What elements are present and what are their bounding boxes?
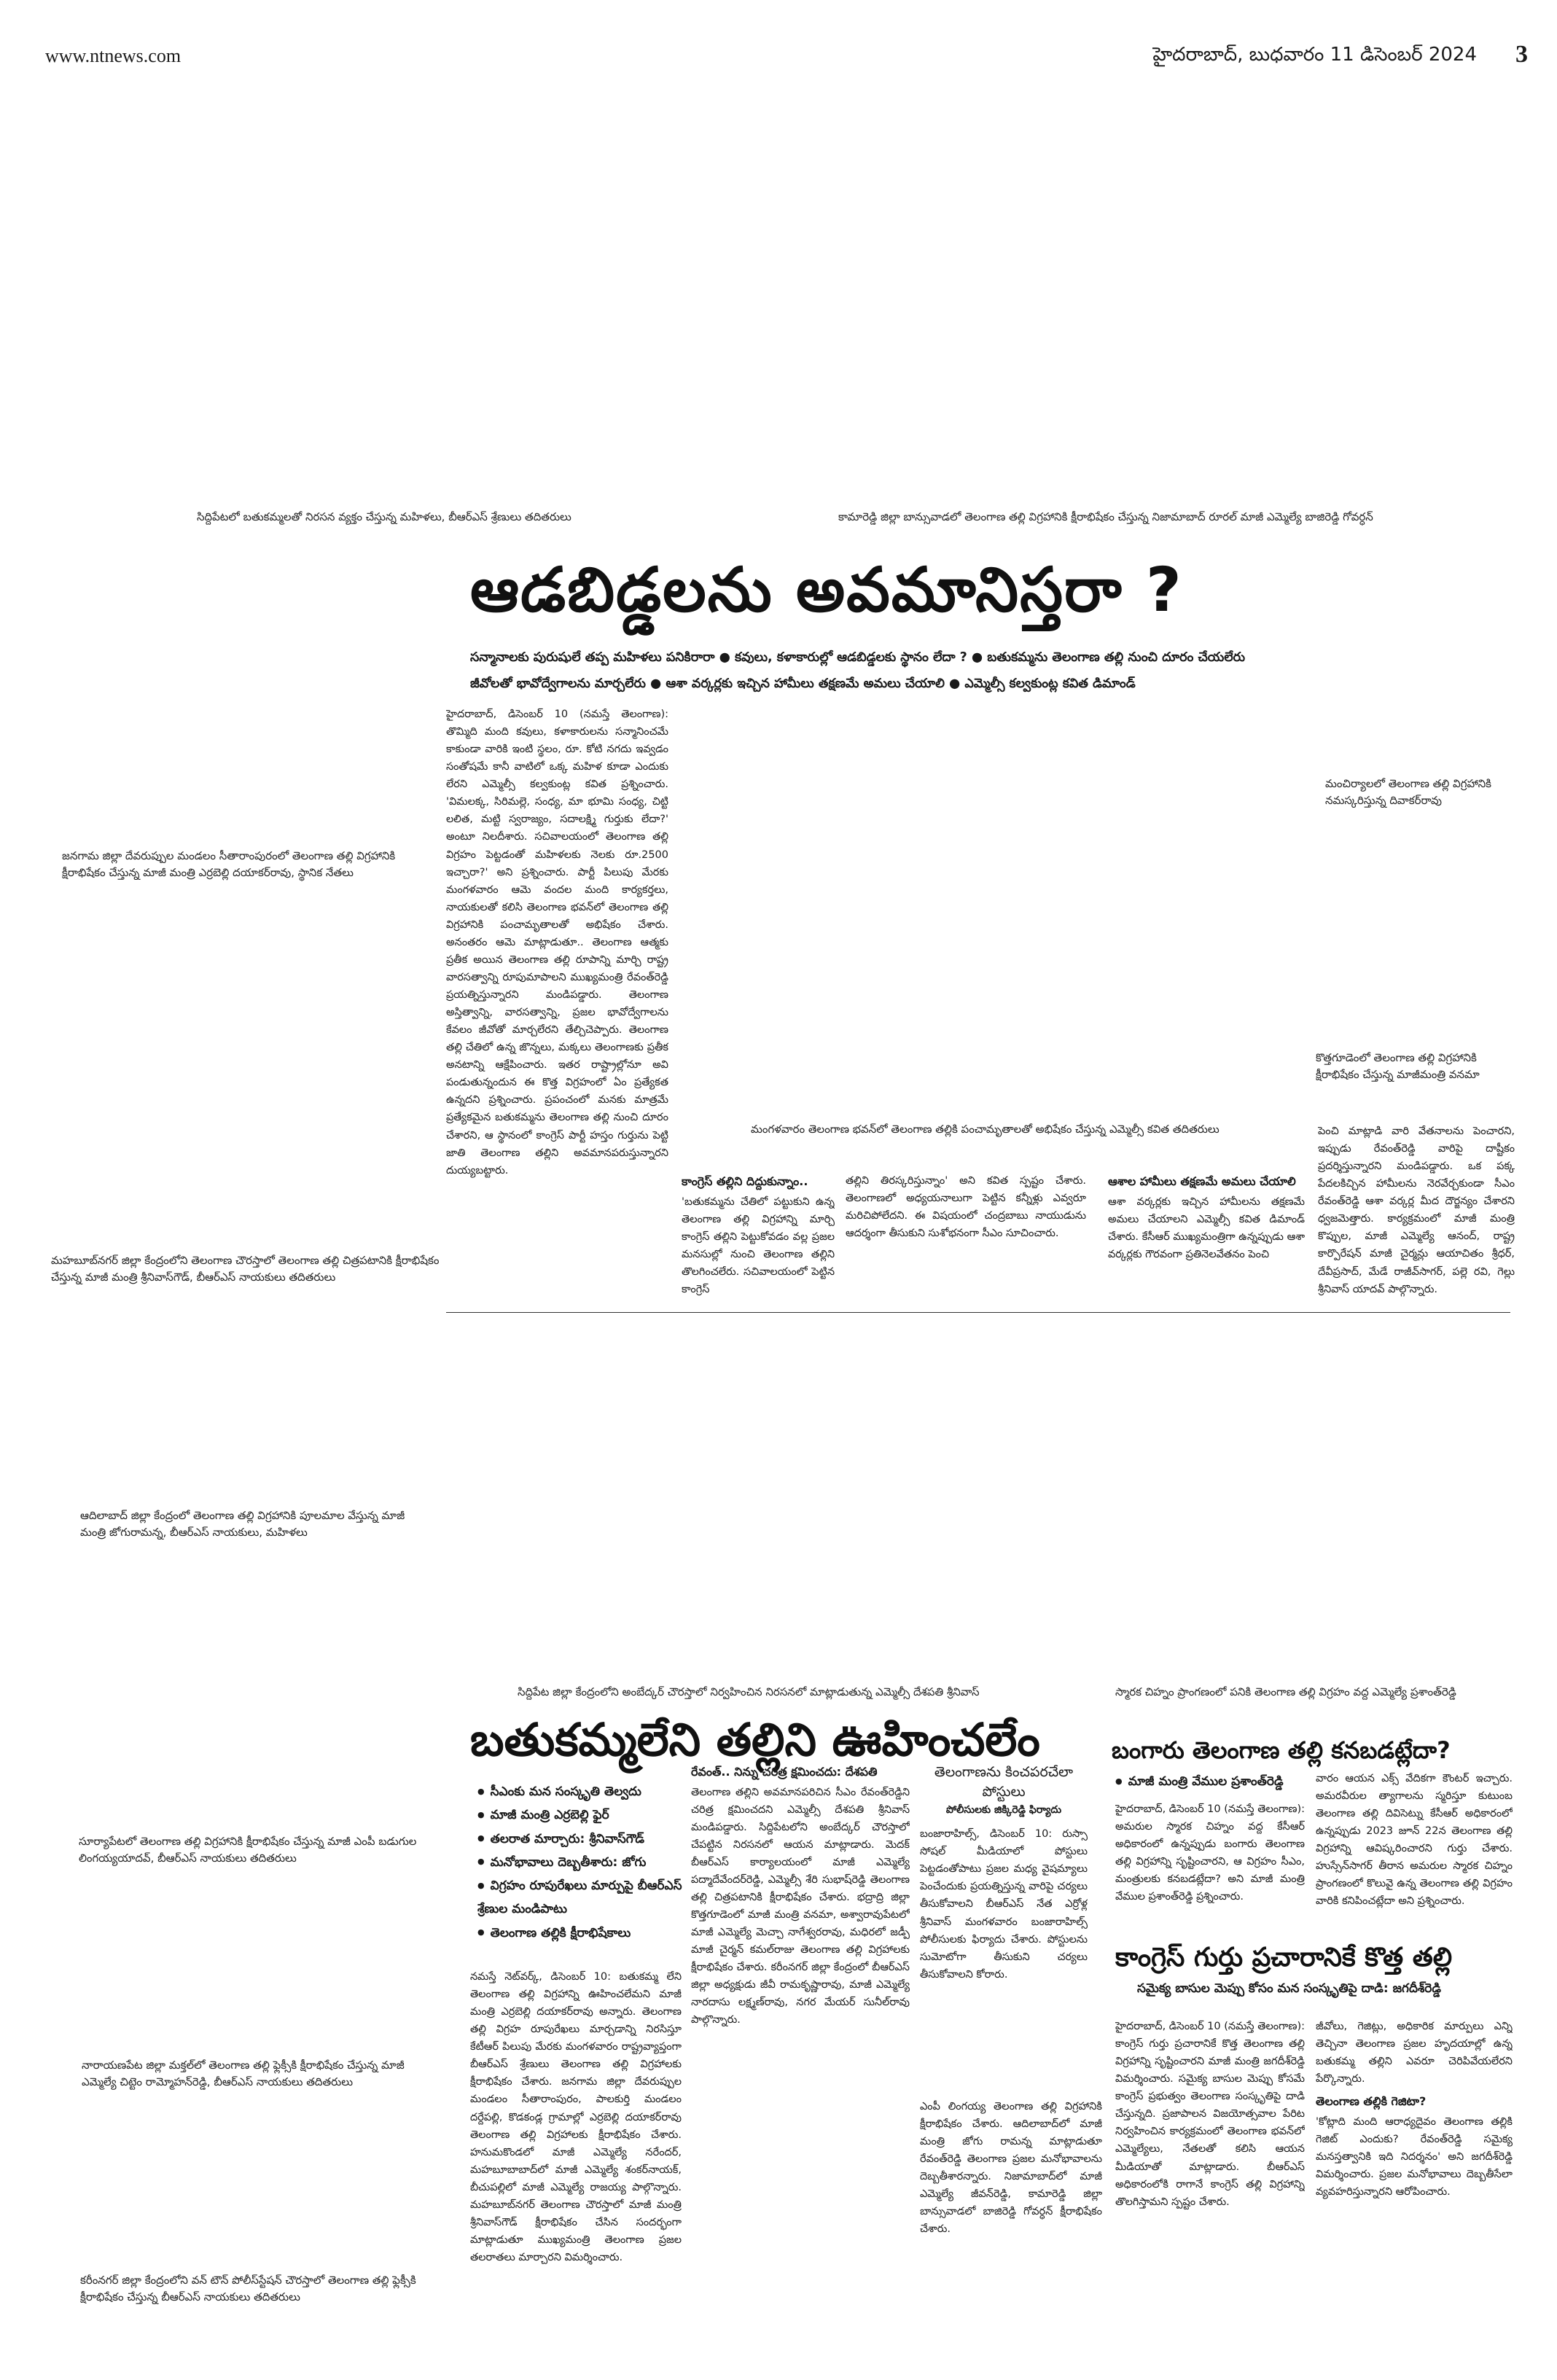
story3-column2: [1316, 1770, 1513, 1935]
story1-column4: [1108, 1172, 1305, 1300]
story1-column3: [846, 1172, 1086, 1300]
caption-karimnagar: కరీంనగర్ జిల్లా కేంద్రంలోని వన్ టౌన్ పోలీస్‌స్టేషన్ చౌరస్తాలో తెలంగాణ తల్లి ఫ్లెక్సీకి క్షీరాభిషేకం చేస్తున్న బీఆర్ఎస్ నాయకులు తదితరులు: [80, 2274, 416, 2304]
caption-mahabubnagar: మహబూబ్‌నగర్ జిల్లా కేంద్రంలోని తెలంగాణ చౌరస్తాలో తెలంగాణ తల్లి చిత్రపటానికి క్షీరాభిషేకం చేస్తున్న మాజీ మంత్రి శ్రీనివాస్‌గౌడ్, బీఆర్ఎస్ నాయకులు తదితరులు: [51, 1254, 440, 1284]
caption-mangalavaram: మంగళవారం తెలంగాణ భవన్‌లో తెలంగాణ తల్లికి పంచామృతాలతో అభిషేకం చేస్తున్న ఎమ్మెల్సీ కవిత తదితరులు: [751, 1123, 1220, 1136]
story1-column5: [1318, 1123, 1515, 1301]
story2-bullet: ● తెలంగాణ తల్లికి క్షీరాభిషేకాలు: [477, 1921, 696, 1945]
story3-byline: [1115, 1770, 1334, 1793]
story2-col3b-text: ఎంపీ లింగయ్య తెలంగాణ తల్లి విగ్రహానికి క్షీరాభిషేకం చేశారు. ఆదిలాబాద్‌లో మాజీ మంత్రి జోగు రామన్న మాట్లాడుతూ రేవంత్‌రెడ్డి తెలంగాణ ప్రజల మనోభావాలను దెబ్బతీశారన్నారు. నిజామాబాద్‌లో మాజీ ఎమ్మెల్యే జీవన్‌రెడ్డి, కామారెడ్డి జిల్లా బాన్సువాడలో బాజిరెడ్డి గోవర్ధన్ క్షీరాభిషేకం చేశారు.: [920, 2101, 1102, 2236]
story4-headline: కాంగ్రెస్ గుర్తు ప్రచారానికే కొత్త తల్లి: [1115, 1943, 1453, 1973]
page-number: 3: [1515, 41, 1528, 68]
story2-bullet: ● మనోభావాలు దెబ్బతీశారు: జోగు: [477, 1851, 696, 1874]
story2-sidebar-box: [920, 1763, 1088, 2066]
caption-smaraka: స్మారక చిహ్నం ప్రాంగణంలో పనికి తెలంగాణ తల్లి విగ్రహం వద్ద ఎమ్మెల్యే ప్రశాంత్‌రెడ్డి: [1115, 1685, 1456, 1698]
story1-col3-text: తల్లిని తిరస్కరిస్తున్నాం' అని కవిత స్పష్టం చేశారు. తెలంగాణలో అధ్యయనాలుగా పెట్టిన కన్నీళ్లు ఎవ్వరూ మరిచిపోలేదని. ఈ విషయంలో చంద్రబాబు నాయుడును ఆదర్శంగా తీసుకుని సుశోభనంగా సీఎం సూచించారు.: [846, 1175, 1086, 1240]
story1-divider: [446, 1312, 1510, 1313]
caption-siddipet-ambedkar: సిద్దిపేట జిల్లా కేంద్రంలోని అంబేద్కర్ చౌరస్తాలో నిర్వహించిన నిరసనలో మాట్లాడుతున్న ఎమ్మెల్సీ దేశపతి శ్రీనివాస్: [518, 1685, 980, 1698]
caption-narayanpet: నారాయణపేట జిల్లా మక్తల్‌లో తెలంగాణ తల్లి ఫ్లెక్సీకి క్షీరాభిషేకం చేస్తున్న మాజీ ఎమ్మెల్యే చిట్టెం రామ్మోహన్‌రెడ్డి, బీఆర్ఎస్ నాయకులు తదితరులు: [82, 2059, 405, 2089]
story2-col2-text: తెలంగాణ తల్లిని అవమానపరిచిన సీఎం రేవంత్‌రెడ్డిని చరిత్ర క్షమించదని ఎమ్మెల్సీ దేశపతి శ్రీనివాస్ మండిపడ్డారు. సిద్దిపేటలోని అంబేద్కర్ చౌరస్తాలో చేపట్టిన నిరసనలో ఆయన మాట్లాడారు. మెదక్ బీఆర్ఎస్ కార్యాలయంలో మాజీ ఎమ్మెల్యే పద్మాదేవేందర్‌రెడ్డి, ఎమ్మెల్సీ శేరి సుభాష్‌రెడ్డి తెలంగాణ తల్లి చిత్రపటానికి క్షీరాభిషేకం చేశారు. భద్రాద్రి జిల్లా కొత్తగూడెంలో మాజీ మంత్రి వనమా, అశ్వారావుపేటలో మాజీ ఎమ్మెల్యే మెచ్చా నాగేశ్వరరావు, మధిరలో జడ్పీ మాజీ చైర్మన్ కమల్‌రాజు తెలంగాణ తల్లి విగ్రహాలకు క్షీరాభిషేకం చేశారు. కరీంనగర్ జిల్లా కేంద్రంలో బీఆర్ఎస్ జిల్లా అధ్యక్షుడు జీవీ రామకృష్ణారావు, మాజీ ఎమ్మెల్యే నారదాసు లక్ష్మణ్‌రావు, నగర మేయర్ సునీల్‌రావు పాల్గొన్నారు.: [691, 1786, 910, 2026]
dateline: హైదరాబాద్, బుధవారం 11 డిసెంబర్ 2024: [1152, 44, 1477, 66]
story1-col4-text: ఆశా వర్కర్లకు ఇచ్చిన హామీలను తక్షణమే అమలు చేయాలని ఎమ్మెల్సీ కవిత డిమాండ్ చేశారు. కేసీఆర్ ముఖ్యమంత్రిగా ఉన్నప్పుడు ఆశా వర్కర్లకు గౌరవంగా ప్రతినెలవేతనం పెంచి: [1108, 1195, 1305, 1260]
story2-bullet: ● తలరాత మార్చారు: శ్రీనివాస్‌గౌడ్: [477, 1827, 696, 1851]
story4-column1: [1115, 2018, 1305, 2349]
story2-body-text: నమస్తే నెట్‌వర్క్, డిసెంబర్ 10: బతుకమ్మ లేని తెలంగాణ తల్లి విగ్రహాన్ని ఊహించలేమని మాజీ మంత్రి ఎర్రబెల్లి దయాకర్‌రావు అన్నారు. తెలంగాణ తల్లి విగ్రహ రూపురేఖలు మార్చడాన్ని నిరసిస్తూ కేటీఆర్ పిలుపు మేరకు మంగళవారం రాష్ట్రవ్యాప్తంగా బీఆర్ఎస్ శ్రేణులు తెలంగాణ తల్లి విగ్రహాలకు క్షీరాభిషేకం చేశారు. జనగామ జిల్లా దేవరుప్పుల మండలం సీతారాంపురం, పాలకుర్తి మండలం దర్దేపల్లి, కొడకండ్ల గ్రామాల్లో ఎర్రబెల్లి దయాకర్‌రావు తెలంగాణ తల్లి విగ్రహాలకు క్షీరాభిషేకం చేశారు. హనుమకొండలో మాజీ ఎమ్మెల్యే నరేందర్, మహబూబాబాద్‌లో మాజీ ఎమ్మెల్యే శంకర్‌నాయక్, బీచుపల్లిలో మాజీ ఎమ్మెల్యే రాజయ్య పాల్గొన్నారు. మహబూబ్‌నగర్ తెలంగాణ చౌరస్తాలో మాజీ మంత్రి శ్రీనివాస్‌గౌడ్ క్షీరాభిషేకం చేసిన సందర్భంగా మాట్లాడుతూ ముఖ్యమంత్రి తెలంగాణ ప్రజల తలరాతలు మార్చారని విమర్శించారు.: [470, 1971, 682, 2263]
story1-col5-text: పెంచి మాట్లాడి వారి వేతనాలను పెంచారని, ఇప్పుడు రేవంత్‌రెడ్డి వారిపై దాష్టీకం ప్రదర్శిస్తున్నారని మండిపడ్డారు. ఒక పక్క పేదలకిచ్చిన హామీలను నెరవేర్చకుండా సీఎం రేవంత్‌రెడ్డి ఆశా వర్కర్ల మీద దౌర్జన్యం చేశారని ధ్వజమెత్తారు. కార్యక్రమంలో మాజీ మంత్రి కొప్పుల, మాజీ ఎమ్మెల్యే ఆనంద్, రాష్ట్ర కార్పొరేషన్ మాజీ చైర్మన్లు ఆయాచితం శ్రీధర్, దేవీప్రసాద్, మేడే రాజీవ్‌సాగర్, పల్లె రవి, గెల్లు శ్రీనివాస్ యాదవ్ పాల్గొన్నారు.: [1318, 1125, 1515, 1295]
story4-col2-text: జీవోలు, గెజిట్లు, అధికారిక మార్పులు ఎన్ని తెచ్చినా తెలంగాణ ప్రజల హృదయాల్లో ఉన్న బతుకమ్మ తల్లిని ఎవరూ చెరిపివేయలేరని పేర్కొన్నారు.: [1316, 2021, 1513, 2086]
caption-suryapet: సూర్యాపేటలో తెలంగాణ తల్లి విగ్రహానికి క్షీరాభిషేకం చేస్తున్న మాజీ ఎంపీ బడుగుల లింగయ్యయాదవ్, బీఆర్ఎస్ నాయకులు తదితరులు: [79, 1835, 417, 1865]
story2-col2-subhead: రేవంత్.. నిన్ను చరిత్ర క్షమించదు: దేశపతి: [691, 1765, 878, 1779]
story2-sidebar-subhead: పోలీసులకు జిక్కిరెడ్డి ఫిర్యాదు: [945, 1804, 1062, 1817]
story2-sidebar-text: బంజారాహిల్స్, డిసెంబర్ 10: రుస్సా సోషల్ మీడియాలో పోస్టులు పెట్టడంతోపాటు ప్రజల మధ్య వైషమ్యాలు పెంచేందుకు ప్రయత్నిస్తున్న వారిపై చర్యలు తీసుకోవాలని బీఆర్ఎస్ నేత ఎర్రోళ్ల శ్రీనివాస్ మంగళవారం బంజారాహిల్స్ పోలీసులకు ఫిర్యాదు చేశారు. పోస్టులను సుమోటోగా తీసుకుని చర్యలు తీసుకోవాలని కోరారు.: [920, 1828, 1088, 1981]
story4-col1-text: హైదరాబాద్, డిసెంబర్ 10 (నమస్తే తెలంగాణ): కాంగ్రెస్ గుర్తు ప్రచారానికే కొత్త తెలంగాణ తల్లి విగ్రహాన్ని సృష్టించారని మాజీ మంత్రి జగదీశ్‌రెడ్డి విమర్శించారు. సమైక్య బాసుల మెప్పు కోసమే కాంగ్రెస్ ప్రభుత్వం తెలంగాణ సంస్కృతిపై దాడి చేస్తున్నది. ప్రజాపాలన విజయోత్సవాల పేరిట నిర్వహించిన కార్యక్రమంలో తెలంగాణ భవన్‌లో ఎమ్మెల్యేలు, నేతలతో కలిసి ఆయన మీడియాతో మాట్లాడారు. బీఆర్ఎస్ అధికారంలోకి రాగానే కాంగ్రెస్ తల్లి విగ్రహాన్ని తొలగిస్తామని స్పష్టం చేశారు.: [1115, 2021, 1305, 2208]
story2-column3b: [920, 2098, 1102, 2346]
story2-sidebar-headline: తెలంగాణను కించపరచేలా పోస్టులు: [934, 1764, 1074, 1800]
story2-bullet: ● సీఎంకు మన సంస్కృతి తెల్వదు: [477, 1780, 696, 1803]
story4-col2-subhead: తెలంగాణ తల్లికి గెజిటా?: [1316, 2094, 1427, 2109]
story1-col4-subhead: ఆశాల హామీలు తక్షణమే అమలు చేయాలి: [1108, 1174, 1296, 1188]
caption-adilabad: ఆదిలాబాద్ జిల్లా కేంద్రంలో తెలంగాణ తల్లి విగ్రహానికి పూలమాల వేస్తున్న మాజీ మంత్రి జోగురామన్న, బీఆర్ఎస్ నాయకులు, మహిళలు: [80, 1509, 405, 1540]
story2-bullet: ● మాజీ మంత్రి ఎర్రబెల్లి ఫైర్: [477, 1803, 696, 1827]
caption-jangaon: జనగామ జిల్లా దేవరుప్పుల మండలం సీతారాంపురంలో తెలంగాణ తల్లి విగ్రహానికి క్షీరాభిషేకం చేస్తున్న మాజీ మంత్రి ఎర్రబెల్లి దయాకర్‌రావు, స్థానిక నేతలు: [62, 849, 396, 880]
story2-bullet-list: [477, 1780, 696, 1945]
story2-headline: బతుకమ్మలేని తల్లిని ఊహించలేం: [470, 1713, 1040, 1766]
story3-col2-text: వారం ఆయన ఎక్స్ వేదికగా కౌంటర్ ఇచ్చారు. అమరవీరుల త్యాగాలను స్మరిస్తూ కుటుంబ తెలంగాణ తల్లి దివిసెట్ను కేసీఆర్ అధికారంలో ఉన్నప్పుడు 2023 జూన్ 22న తెలంగాణ తల్లి విగ్రహాన్ని ఆవిష్కరించారని గుర్తు చేశారు. హుస్సేన్‌సాగర్ తీరాన అమరుల స్మారక చిహ్నం ప్రాంగణంలో కొలువై ఉన్న తెలంగాణ తల్లి విగ్రహం వారికి కనిపించట్లేదా అని ప్రశ్నించారు.: [1316, 1773, 1513, 1908]
story3-headline: బంగారు తెలంగాణ తల్లి కనబడట్లేదా?: [1112, 1736, 1451, 1764]
story1-deck-line1: సన్మానాలకు పురుషులే తప్ప మహిళలు పనికిరారా ● కవులు, కళాకారుల్లో ఆడబిడ్డలకు స్థానం లేదా ? ● బతుకమ్మను తెలంగాణ తల్లి నుంచి దూరం చేయలేరు: [470, 650, 1246, 665]
story4-col2b-text: 'కోట్లాది మంది ఆరాధ్యదైవం తెలంగాణ తల్లికి గెజిట్ ఎందుకు? రేవంత్‌రెడ్డి సమైక్య మనస్తత్వానికి ఇది నిదర్శనం' అని జగదీశ్‌రెడ్డి విమర్శించారు. ప్రజల మనోభావాలు దెబ్బతీసేలా వ్యవహరిస్తున్నారని ఆరోపించారు.: [1316, 2115, 1513, 2198]
story1-col2-text: 'బతుకమ్మను చేతిలో పట్టుకుని ఉన్న తెలంగాణ తల్లి విగ్రహాన్ని మార్చి కాంగ్రెస్ తల్లిని పెట్టుకోవడం వల్ల ప్రజల మనసుల్లో నుంచి తెలంగాణ తల్లిని తొలగించలేరు. సచివాలయంలో పెట్టిన కాంగ్రెస్: [682, 1195, 835, 1295]
story3-bullet: ● మాజీ మంత్రి వేముల ప్రశాంత్‌రెడ్డి: [1115, 1770, 1334, 1793]
story1-deck-line2: జీవోలతో భావోద్వేగాలను మార్చలేరు ● ఆశా వర్కర్లకు ఇచ్చిన హామీలు తక్షణమే అమలు చేయాలి ● ఎమ్మెల్సీ కల్వకుంట్ల కవిత డిమాండ్: [470, 676, 1136, 691]
caption-siddipet: సిద్దిపేటలో బతుకమ్మలతో నిరసన వ్యక్తం చేస్తున్న మహిళలు, బీఆర్ఎస్ శ్రేణులు తదితరులు: [197, 510, 571, 523]
caption-kothagudem: కొత్తగూడెంలో తెలంగాణ తల్లి విగ్రహానికి క్షీరాభిషేకం చేస్తున్న మాజీమంత్రి వనమా: [1316, 1051, 1480, 1082]
caption-kamareddy: కామారెడ్డి జిల్లా బాన్సువాడలో తెలంగాణ తల్లి విగ్రహానికి క్షీరాభిషేకం చేస్తున్న నిజామాబాద్ రూరల్ మాజీ ఎమ్మెల్యే బాజిరెడ్డి గోవర్ధన్: [838, 510, 1373, 523]
story3-column1: [1115, 1800, 1305, 1935]
story2-column1: [470, 1968, 682, 2347]
story4-column2: [1316, 2018, 1513, 2349]
site-url[interactable]: www.ntnews.com: [45, 45, 182, 66]
story2-column2: [691, 1763, 910, 2346]
story1-column2: [682, 1172, 835, 1300]
story1-column1: [446, 706, 668, 1289]
story1-body-text: హైదరాబాద్, డిసెంబర్ 10 (నమస్తే తెలంగాణ): తొమ్మిది మంది కవులు, కళాకారులను సన్మానించమే కాకుండా వారికి ఇంటి స్థలం, రూ. కోటి నగదు ఇవ్వడం సంతోషమే కానీ వాటిలో ఒక్క మహిళ కూడా ఎందుకు లేరని ఎమ్మెల్సీ కల్వకుంట్ల కవిత ప్రశ్నించారు. 'విమలక్క, సిరిమల్లె, సంధ్య, మా భూమి సంధ్య, చిట్టి లలిత, మట్టి స్వరాజ్యం, సదాలక్ష్మి గుర్తుకు లేదా?' అంటూ నిలదీశారు. సచివాలయంలో తెలంగాణ తల్లి విగ్రహం పెట్టడంతో మహిళలకు నెలకు రూ.2500 ఇచ్చారా?' అని ప్రశ్నించారు. పార్టీ పిలుపు మేరకు మంగళవారం ఆమె వందల మంది కార్యకర్తలు, నాయకులతో కలిసి తెలంగాణ భవన్‌లో తెలంగాణ తల్లి విగ్రహానికి పంచామృతాలతో అభిషేకం చేశారు. అనంతరం ఆమె మాట్లాడుతూ.. తెలంగాణ ఆత్మకు ప్రతీక అయిన తెలంగాణ తల్లి రూపాన్ని మార్చి రాష్ట్ర వారసత్వాన్ని రూపుమాపాలని ముఖ్యమంత్రి రేవంత్‌రెడ్డి ప్రయత్నిస్తున్నారని మండిపడ్డారు. తెలంగాణ అస్తిత్వాన్ని, వారసత్వాన్ని, ప్రజల భావోద్వేగాలను కేవలం జీవోతో మార్చలేరని తేల్చిచెప్పారు. తెలంగాణ తల్లి చేతిలో ఉన్న జొన్నలు, మక్కలు తెలంగాణకు ప్రతీక అనటాన్ని ఆక్షేపించారు. ఇతర రాష్ట్రాల్లోనూ అవి పండుతున్నందున ఈ కొత్త విగ్రహంలో ఏం ప్రత్యేకత ఉన్నదని ప్రశ్నించారు. ప్రపంచంలో మనకు మాత్రమే ప్రత్యేకమైన బతుకమ్మను తెలంగాణ తల్లి నుంచి దూరం చేశారని, ఆ స్థానంలో కాంగ్రెస్ పార్టీ హస్తం గుర్తును పెట్టి జాతి తెలంగాణ తల్లిని అవమానపరుస్తున్నారని దుయ్యబట్టారు.: [446, 709, 668, 1177]
story1-col2-subhead: కాంగ్రెస్ తల్లిని దిద్దుకున్నాం..: [682, 1174, 808, 1188]
story4-deck: సమైక్య బాసుల మెప్పు కోసం మన సంస్కృతిపై దాడి: జగదీశ్‌రెడ్డి: [1137, 1981, 1441, 1996]
story2-bullet: ● విగ్రహం రూపురేఖలు మార్పుపై బీఆర్ఎస్ శ్రేణుల మండిపాటు: [477, 1874, 696, 1921]
story3-col1-text: హైదరాబాద్, డిసెంబర్ 10 (నమస్తే తెలంగాణ): అమరుల స్మారక చిహ్నం వద్ద కేసీఆర్ అధికారంలో ఉన్నప్పుడు బంగారు తెలంగాణ తల్లి విగ్రహాన్ని సృష్టించారని, ఆ విగ్రహం సీఎం, మంత్రులకు కనబడట్లేదా? అని మాజీ మంత్రి వేముల ప్రశాంత్‌రెడ్డి ప్రశ్నించారు.: [1115, 1803, 1305, 1903]
story1-headline: ఆడబిడ్డలను అవమానిస్తరా ?: [470, 554, 1183, 625]
caption-mancherial: మంచిర్యాలలో తెలంగాణ తల్లి విగ్రహానికి నమస్కరిస్తున్న దివాకర్‌రావు: [1325, 777, 1492, 808]
